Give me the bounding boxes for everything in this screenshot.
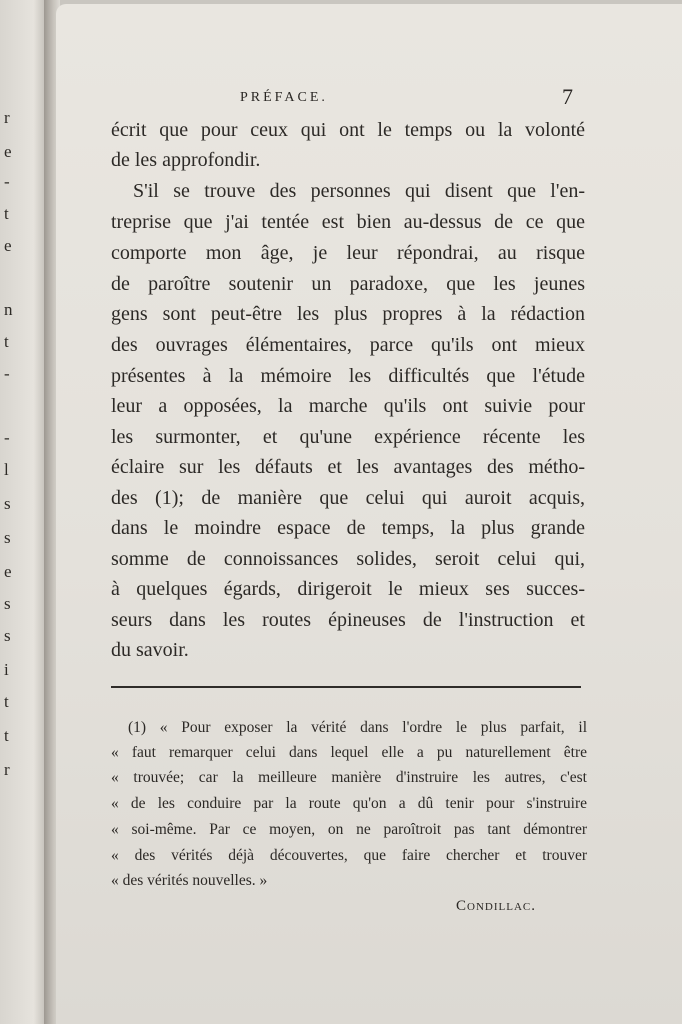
body-line: leur a opposées, la marche qu'ils ont suivie pour bbox=[111, 395, 585, 417]
left-page-edge bbox=[0, 0, 48, 1024]
body-line: présentes à la mémoire les difficultés que l'étude bbox=[111, 365, 585, 387]
left-page-fragment: n bbox=[4, 300, 13, 319]
left-page-fragment: l bbox=[4, 460, 9, 479]
left-page-fragment: e bbox=[4, 236, 12, 255]
body-line: dans le moindre espace de temps, la plus grande bbox=[111, 517, 585, 539]
footnote-line: « des vérités nouvelles. » bbox=[111, 872, 268, 889]
footnote-line: (1) « Pour exposer la vérité dans l'ordre le plus parfait, il bbox=[128, 719, 587, 736]
body-line: treprise que j'ai tentée est bien au-dessus de ce que bbox=[111, 211, 585, 233]
left-page-fragment: s bbox=[4, 494, 11, 513]
left-page-fragment: t bbox=[4, 332, 9, 351]
footnote-attribution: Condillac. bbox=[456, 898, 536, 914]
body-line: des (1); de manière que celui qui auroit acquis, bbox=[111, 487, 585, 509]
left-page-fragment: t bbox=[4, 692, 9, 711]
body-line: S'il se trouve des personnes qui disent que l'en- bbox=[133, 180, 585, 202]
body-line: seurs dans les routes épineuses de l'instruction et bbox=[111, 609, 585, 631]
footnote-line: « faut remarquer celui dans lequel elle a pu naturellement être bbox=[111, 744, 587, 761]
left-page-fragment: s bbox=[4, 626, 11, 645]
footnote-separator-rule bbox=[111, 686, 581, 688]
running-head: PRÉFACE. bbox=[240, 90, 328, 105]
body-line: éclaire sur les défauts et les avantages des métho- bbox=[111, 456, 585, 478]
body-line: de paroître soutenir un paradoxe, que les jeunes bbox=[111, 273, 585, 295]
body-line: comporte mon âge, je leur répondrai, au risque bbox=[111, 242, 585, 264]
left-page-fragment: s bbox=[4, 528, 11, 547]
left-page-fragment: - bbox=[4, 364, 10, 383]
left-page-fragment: - bbox=[4, 428, 10, 447]
body-line: des ouvrages élémentaires, parce qu'ils ont mieux bbox=[111, 334, 585, 356]
left-page-fragment: e bbox=[4, 142, 12, 161]
left-page-fragment: r bbox=[4, 760, 10, 779]
body-line: gens sont peut-être les plus propres à la rédaction bbox=[111, 303, 585, 325]
left-page-fragment: s bbox=[4, 594, 11, 613]
left-page-fragment: e bbox=[4, 562, 12, 581]
body-line: de les approfondir. bbox=[111, 149, 261, 171]
page-number: 7 bbox=[562, 84, 573, 109]
left-page-fragment: t bbox=[4, 726, 9, 745]
footnote-line: « de les conduire par la route qu'on a dû tenir pour s'instruire bbox=[111, 795, 587, 812]
footnote-line: « trouvée; car la meilleure manière d'instruire les autres, c'est bbox=[111, 769, 587, 786]
left-page-fragment: i bbox=[4, 660, 9, 679]
left-page-fragment: t bbox=[4, 204, 9, 223]
body-line: écrit que pour ceux qui ont le temps ou la volonté bbox=[111, 119, 585, 141]
footnote-line: « soi-même. Par ce moyen, on ne paroîtroit pas tant démontrer bbox=[111, 821, 587, 838]
footnote-line: « des vérités déjà découvertes, que faire chercher et trouver bbox=[111, 847, 587, 864]
left-page-fragment: r bbox=[4, 108, 10, 127]
body-line: somme de connoissances solides, seroit celui qui, bbox=[111, 548, 585, 570]
body-line: les surmonter, et qu'une expérience récente les bbox=[111, 426, 585, 448]
body-line: du savoir. bbox=[111, 639, 189, 661]
left-page-fragment: - bbox=[4, 172, 10, 191]
body-line: à quelques égards, dirigeroit le mieux ses succes- bbox=[111, 578, 585, 600]
